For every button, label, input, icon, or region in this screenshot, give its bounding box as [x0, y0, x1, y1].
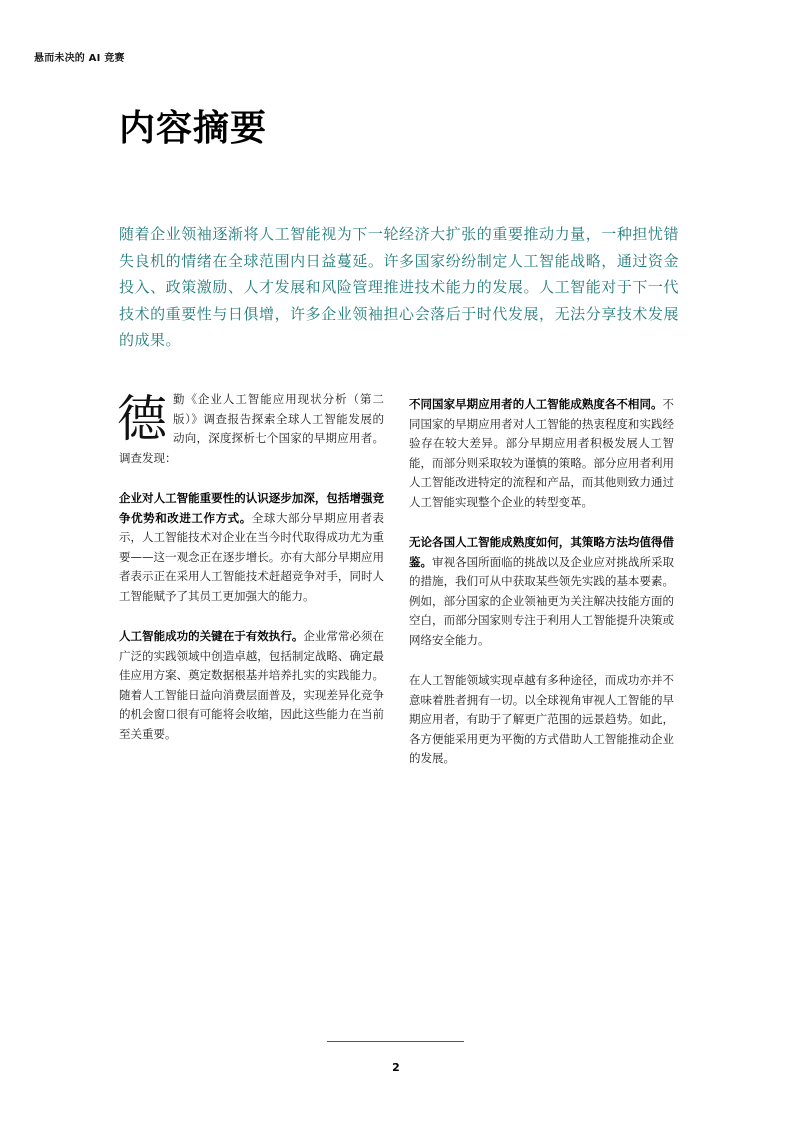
lead-paragraph: 随着企业领袖逐渐将人工智能视为下一轮经济大扩张的重要推动力量，一种担忧错失良机的情绪在全球范围内日益蔓延。许多国家纷纷制定人工智能战略，通过资金投入、政策激励、人才发展和风险管理推进技术能力的发展。人工智能对于下一代技术的重要性与日俱增，许多企业领袖担心会落后于时代发展，无法分享技术发展的成果。 [119, 225, 679, 349]
drop-cap: 德 [117, 390, 167, 448]
finding-paragraph [409, 533, 674, 650]
intro-paragraph [119, 390, 384, 468]
finding-heading: 不同国家早期应用者的人工智能成熟度各不相同。 [409, 397, 663, 411]
finding-text: 全球大部分早期应用者表示，人工智能技术对企业在当今时代取得成功尤为重要——这一观念正在逐步增长。亦有大部分早期应用者表示正在采用人工智能技术赶超竞争对手，同时人工智能赋予了其员工更加强大的能力。 [119, 510, 385, 603]
left-column [119, 390, 384, 765]
finding-text: 企业常常必须在广泛的实践领域中创造卓越，包括制定战略、确定最佳应用方案、奠定数据根基并培养扎实的实践能力。随着人工智能日益向消费层面普及，实现差异化竞争的机会窗口很有可能将会收缩，因此这些能力在当前至关重要。 [119, 629, 385, 741]
finding-paragraph [409, 395, 674, 512]
closing-text: 在人工智能领域实现卓越有多种途径，而成功亦并不意味着胜者拥有一切。以全球视角审视人工智能的早期应用者，有助于了解更广范围的远景趋势。如此，各方便能采用更为平衡的方式借助人工智能推动企业的发展。 [409, 673, 674, 765]
finding-paragraph [119, 489, 384, 606]
finding-text: 不同国家的早期应用者对人工智能的热衷程度和实践经验存在较大差异。部分早期应用者积极发展人工智能，而部分则采取较为谨慎的策略。部分应用者利用人工智能改进特定的流程和产品，而其他则致力通过人工智能实现整个企业的转型变革。 [409, 397, 674, 509]
intro-text: 勤《企业人工智能应用现状分析（第二版）》调查报告探索全球人工智能发展的动向，深度探析七个国家的早期应用者。调查发现： [119, 392, 384, 465]
footer-divider [327, 1041, 464, 1042]
closing-paragraph [409, 671, 674, 769]
finding-paragraph [119, 627, 384, 744]
page-number: 2 [392, 1061, 400, 1074]
running-header: 悬而未决的 AI 竞赛 [34, 53, 125, 64]
finding-heading: 人工智能成功的关键在于有效执行。 [119, 629, 304, 643]
finding-heading: 无论各国人工智能成熟度如何，其策略方法均值得借鉴。 [409, 535, 674, 569]
page-title: 内容摘要 [119, 108, 268, 149]
right-column [409, 395, 674, 790]
finding-text: 审视各国所面临的挑战以及企业应对挑战所采取的措施，我们可从中获取某些领先实践的基本要素。例如，部分国家的企业领袖更为关注解决技能方面的空白，而部分国家则专注于利用人工智能提升决策或网络安全能力。 [409, 554, 674, 647]
finding-heading: 企业对人工智能重要性的认识逐步加深，包括增强竞争优势和改进工作方式。 [119, 491, 384, 525]
